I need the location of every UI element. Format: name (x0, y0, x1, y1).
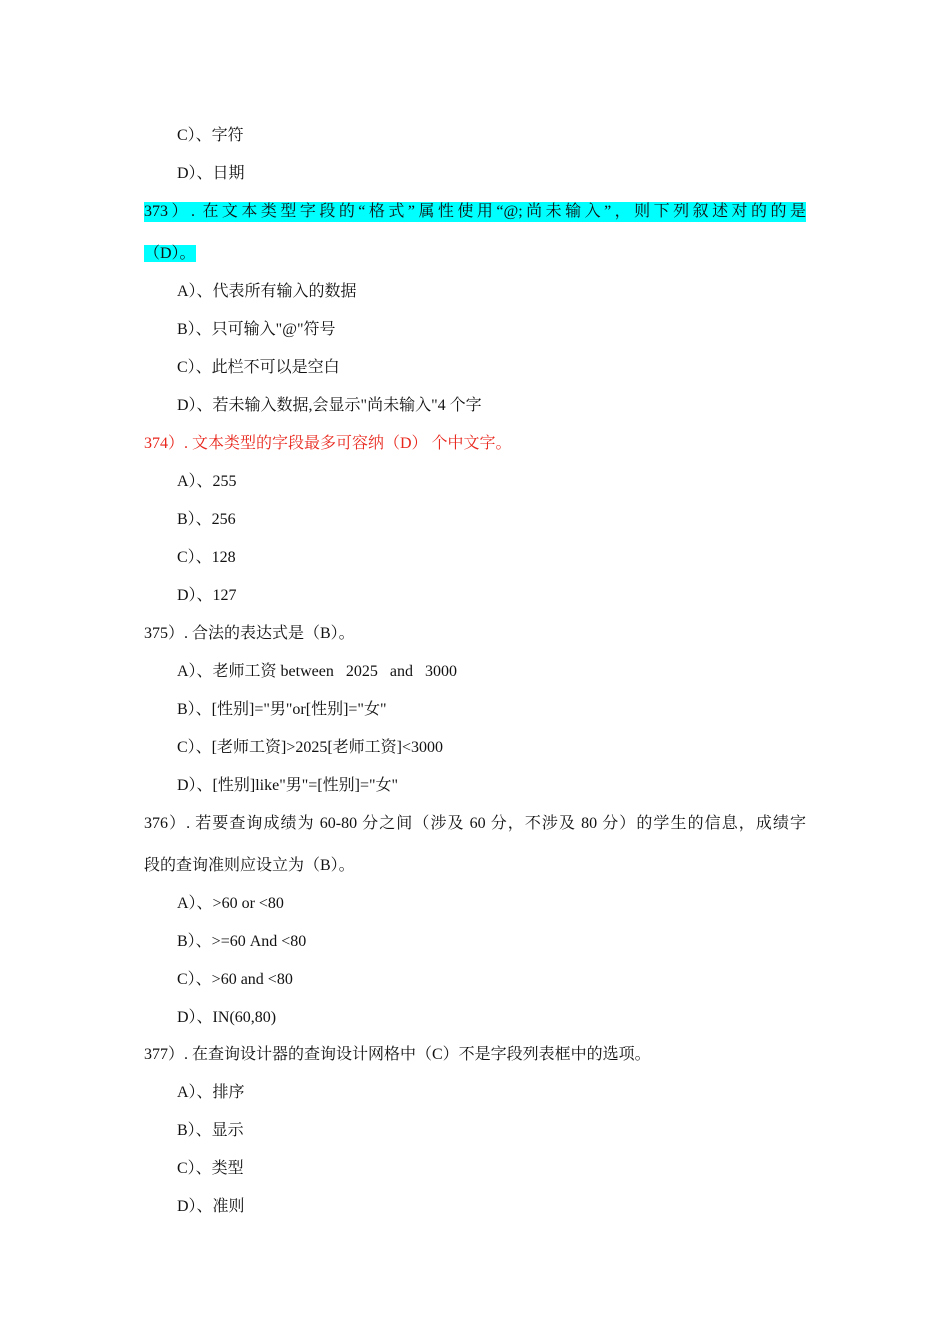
option-a: A）、排序 (177, 1084, 245, 1101)
question-373-text-2: （D）。 (144, 245, 196, 262)
question-376-line1: 376）. 若要查询成绩为 60-80 分之间（涉及 60 分，不涉及 80 分）的学生的信息，成绩字 (144, 815, 806, 832)
option-c: C）、>60 and <80 (177, 971, 293, 988)
question-373-line2 (144, 244, 196, 264)
option-d: D）、准则 (177, 1198, 245, 1215)
option-a: A）、>60 or <80 (177, 895, 284, 912)
option-b: B）、[性别]="男"or[性别]="女" (177, 701, 387, 718)
option-c: C）、类型 (177, 1160, 244, 1177)
question-375-text: 375）. 合法的表达式是（B）。 (144, 625, 355, 642)
option-d: D）、日期 (177, 165, 245, 182)
option-a: A）、255 (177, 473, 237, 490)
question-373-line1 (144, 202, 806, 222)
option-c: C）、此栏不可以是空白 (177, 359, 340, 376)
question-377-text: 377）. 在查询设计器的查询设计网格中（C）不是字段列表框中的选项。 (144, 1046, 651, 1063)
question-374-text: 374）. 文本类型的字段最多可容纳（D） 个中文字。 (144, 435, 512, 452)
option-c: C）、字符 (177, 127, 244, 144)
option-a: A）、代表所有输入的数据 (177, 283, 357, 300)
option-d: D）、若未输入数据,会显示"尚未输入"4 个字 (177, 397, 482, 414)
option-d: D）、IN(60,80) (177, 1009, 277, 1026)
option-b: B）、显示 (177, 1122, 244, 1139)
option-b: B）、>=60 And <80 (177, 933, 307, 950)
option-a: A）、老师工资 between 2025 and 3000 (177, 663, 457, 680)
question-373-text-1: 373）. 在文本类型字段的“格式”属性使用“@;尚未输入”，则下列叙述对的的是 (144, 203, 806, 220)
question-376-line2: 段的查询准则应设立为（B）。 (144, 857, 355, 874)
option-c: C）、128 (177, 549, 236, 566)
option-d: D）、[性别]like"男"=[性别]="女" (177, 777, 399, 794)
option-b: B）、256 (177, 511, 236, 528)
option-d: D）、127 (177, 587, 237, 604)
option-c: C）、[老师工资]>2025[老师工资]<3000 (177, 739, 444, 756)
option-b: B）、只可输入"@"符号 (177, 321, 336, 338)
